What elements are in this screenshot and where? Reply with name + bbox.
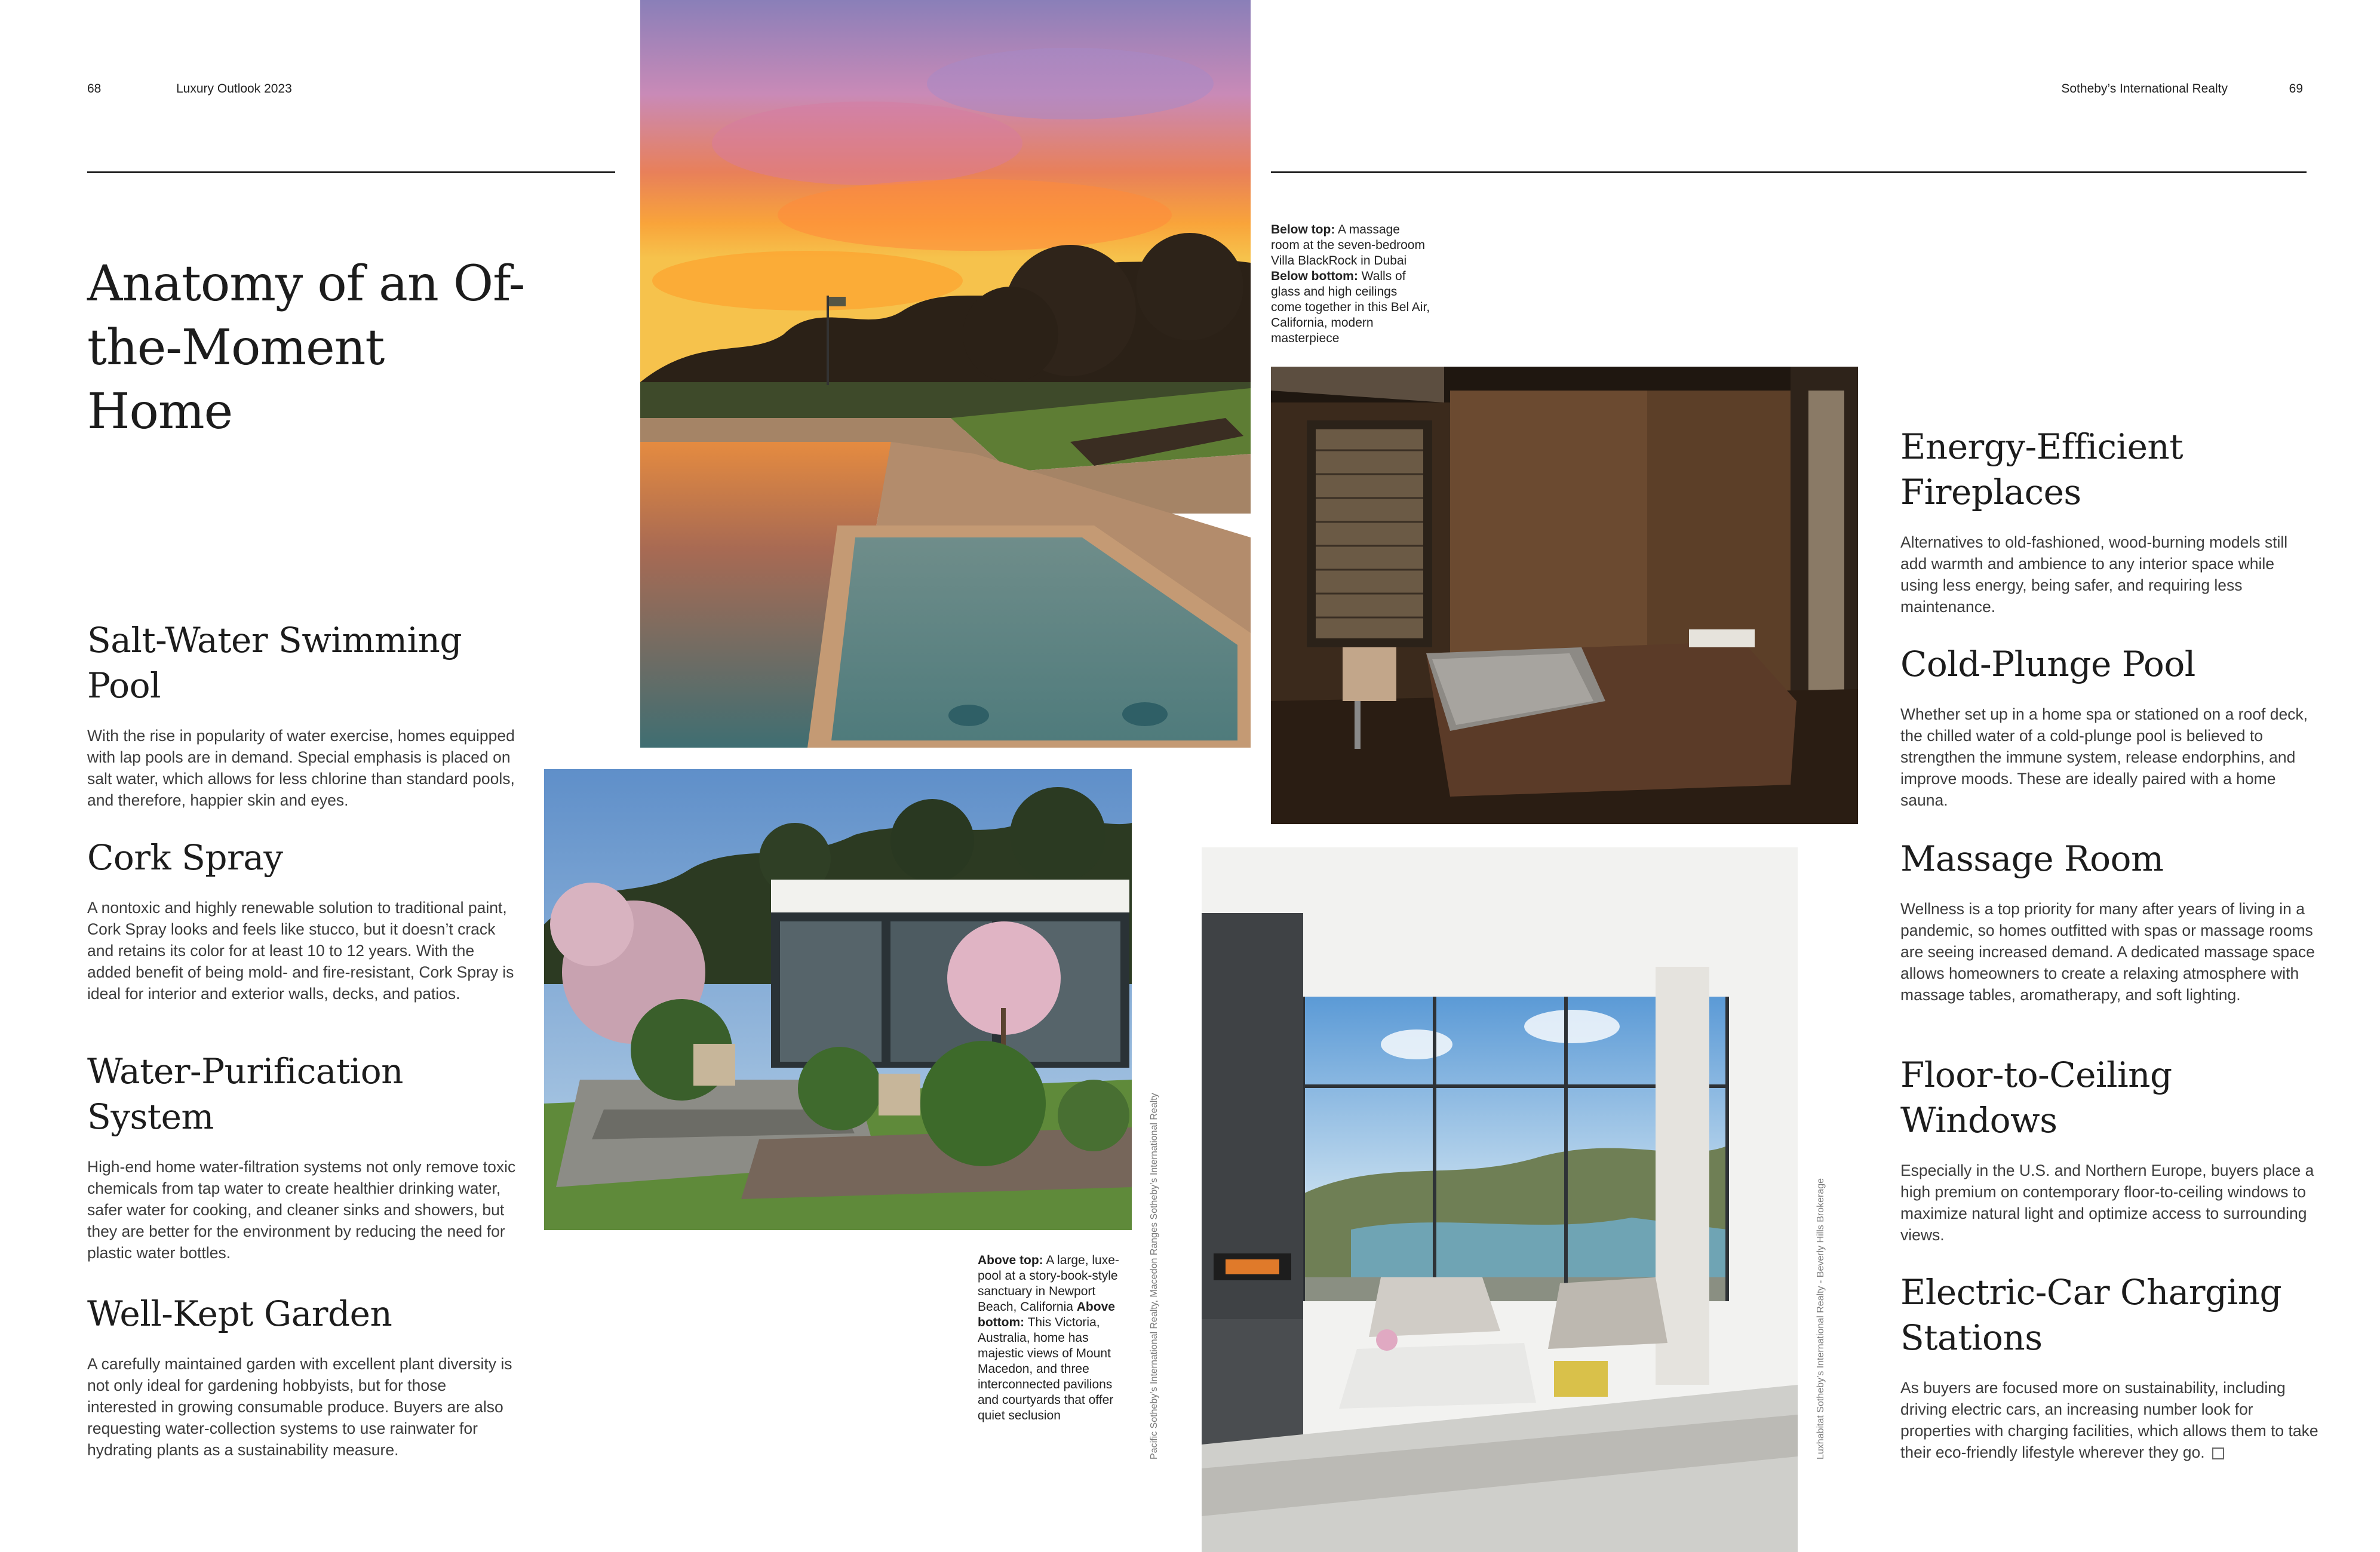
photo-massage-room	[1271, 367, 1858, 824]
section-heading: Well-Kept Garden	[87, 1293, 392, 1334]
section-fireplaces	[1900, 424, 2313, 617]
section-body: A nontoxic and highly renewable solution to traditional paint, Cork Spray looks and feels like stucco, but it doesn’t crack and retains its color for at least 10 to 12 years. With the added benefit of being mold- and fire-resistant, Cork Spray is ideal for interior and exterior walls, decks, and patios.	[87, 899, 514, 1003]
caption-text: A massage room at the seven-bedroom Villa BlackRock in Dubai	[1271, 223, 1425, 268]
photo-credit-right: Luxhabitat Sotheby’s International Realty - Beverly Hills Brokerage	[1816, 1178, 1826, 1459]
photo-sunset-pool	[640, 0, 1251, 748]
section-heading: Cold-Plunge Pool	[1900, 644, 2195, 684]
section-heading: Floor-to-Ceiling Windows	[1900, 1055, 2172, 1141]
section-cold-plunge-pool	[1900, 641, 2318, 811]
photo-credit-left: Pacific Sotheby’s International Realty, Macedon Ranges Sotheby’s International Realty	[1149, 1093, 1159, 1459]
section-body: With the rise in popularity of water exercise, homes equipped with lap pools are in demand. Special emphasis is placed on salt water, which allows for less chlorine than standard pools, and therefore, happier skin and eyes.	[87, 727, 515, 809]
end-mark-icon	[2212, 1447, 2224, 1459]
photo-living-room	[1202, 847, 1798, 1552]
caption-below	[1271, 222, 1431, 346]
section-heading: Energy-Efficient Fireplaces	[1900, 426, 2184, 512]
section-well-kept-garden	[87, 1291, 517, 1461]
caption-label: Above bottom:	[978, 1300, 1115, 1329]
publication-name: Luxury Outlook 2023	[176, 82, 292, 96]
caption-label: Below top:	[1271, 223, 1335, 236]
caption-above	[978, 1253, 1137, 1424]
section-heading: Water-Purification System	[87, 1051, 403, 1137]
photo-garden-pavilion	[544, 769, 1132, 1230]
page-number-left: 68	[87, 82, 102, 96]
caption-text: Walls of glass and high ceilings come together in this Bel Air, California, modern masterpiece	[1271, 269, 1430, 345]
section-body: As buyers are focused more on sustainability, including driving electric cars, an increasing number look for properties with charging facilities, which allows them to take their eco-friendly lifestyle wherever they go.	[1900, 1379, 2318, 1461]
section-heading: Electric-Car Charging Stations	[1900, 1272, 2282, 1358]
caption-text: A large, luxe-pool at a story-book-style sanctuary in Newport Beach, California	[978, 1253, 1119, 1314]
section-electric-car-charging	[1900, 1270, 2318, 1463]
section-body: Especially in the U.S. and Northern Europe, buyers place a high premium on contemporary floor-to-ceiling windows to maximize natural light and optimize access to surrounding views.	[1900, 1161, 2314, 1244]
section-water-purification	[87, 1049, 517, 1264]
caption-label: Below bottom:	[1271, 269, 1358, 283]
section-body: Whether set up in a home spa or stationed on a roof deck, the chilled water of a cold-plunge pool is believed to strengthen the immune system, release endorphins, and improve moods. These are ideally paired with a home sauna.	[1900, 705, 2308, 809]
header-rule-right	[1271, 171, 2307, 173]
page-number-right: 69	[2289, 82, 2303, 96]
section-massage-room	[1900, 836, 2318, 1006]
caption-text: This Victoria, Australia, home has majestic views of Mount Macedon, and three interconnected pavilions and courtyards that offer quiet seclusion	[978, 1316, 1114, 1422]
caption-label: Above top:	[978, 1253, 1043, 1267]
section-body: Alternatives to old-fashioned, wood-burning models still add warmth and ambience to any interior space while using less energy, being safer, and requiring less maintenance.	[1900, 533, 2288, 616]
section-heading: Cork Spray	[87, 837, 283, 878]
section-floor-to-ceiling-windows	[1900, 1052, 2318, 1246]
header-rule-left	[87, 171, 615, 173]
section-salt-water-pool	[87, 617, 517, 811]
brand-name: Sotheby’s International Realty	[2061, 82, 2228, 96]
section-heading: Massage Room	[1900, 838, 2164, 879]
section-cork-spray	[87, 835, 517, 1004]
page-title: Anatomy of an Of-the-Moment Home	[87, 256, 525, 440]
section-body: A carefully maintained garden with excellent plant diversity is not only ideal for gardening hobbyists, but for those interested in growing consumable produce. Buyers are also requesting water-collection systems to use rainwater for hydrating plants as a sustainability measure.	[87, 1355, 512, 1459]
section-body: High-end home water-filtration systems not only remove toxic chemicals from tap water to create healthier drinking water, safer water for cooking, and cleaner sinks and showers, but they are better for the environment by reducing the need for plastic water bottles.	[87, 1158, 516, 1262]
section-heading: Salt-Water Swimming Pool	[87, 620, 462, 706]
section-body: Wellness is a top priority for many after years of living in a pandemic, so homes outfitted with spas or massage rooms are seeing increased demand. A dedicated massage space allows homeowners to create a relaxing atmosphere with massage tables, aromatherapy, and soft lighting.	[1900, 900, 2315, 1004]
